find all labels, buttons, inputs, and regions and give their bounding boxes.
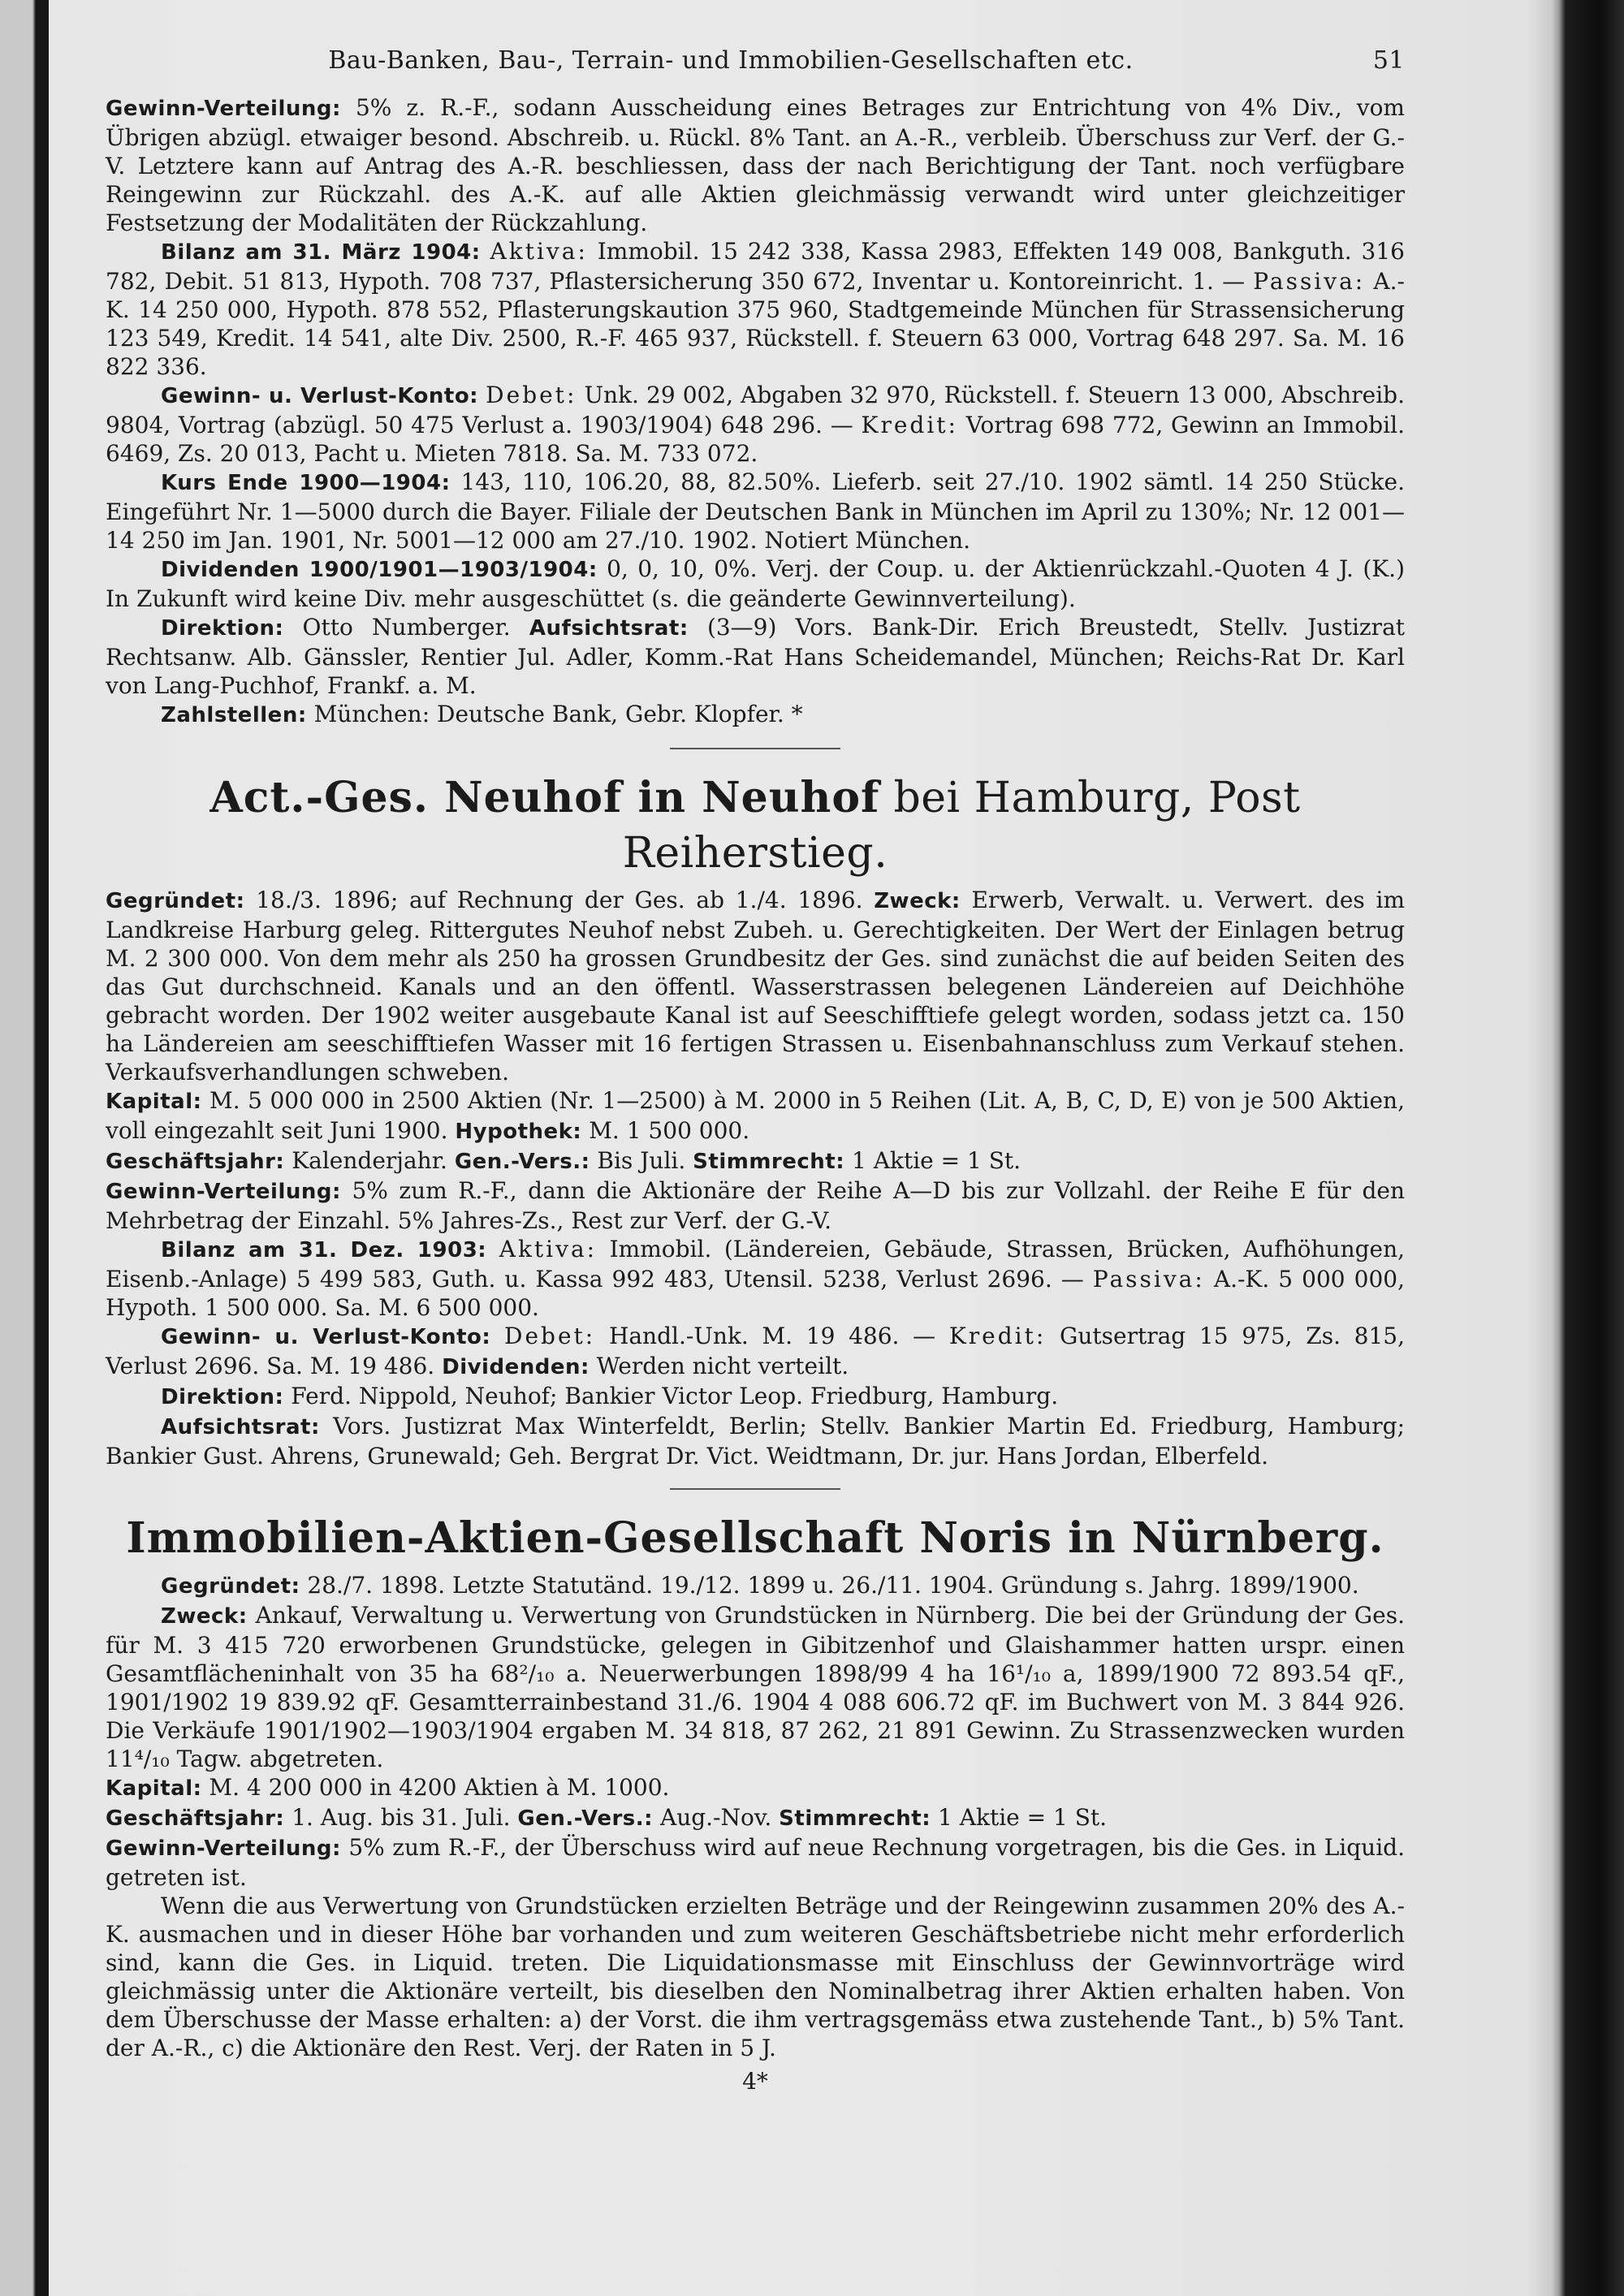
kredit-label: Kredit: (861, 412, 958, 438)
page-number: 51 (1372, 46, 1405, 75)
aktiva-label: Aktiva: (499, 1236, 598, 1262)
text: 143, 110, 106.20, 88, 82.50%. Lieferb. seit 27./10. 1902 sämtl. 14 250 Stücke. Eingeführt Nr. 1—5000 durch die Bayer. Filiale der Deutschen Bank in München im April zu 130%; Nr. 12 001—14 250 im Jan. 1901, Nr. 5001—12 000 am 27./10. 1902. Notiert München. (106, 468, 1405, 554)
text-hypothek: M. 1 500 000. (589, 1117, 750, 1144)
text: Ankauf, Verwaltung u. Verwertung von Grundstücken in Nürnberg. Die bei der Gründung der Ges. für M. 3 415 720 erworbenen Grundstücke, gelegen in Gibitzenhof und Glaishammer hatten urspr. einen Gesamtflächeninhalt von 35 ha 68²/₁₀ a. Neuerwerbungen 1898/99 4 ha 16¹/₁₀ a, 1899/1900 72 893.54 qF., 1901/1902 19 839.92 qF. Gesamtterrainbestand 31./6. 1904 4 088 606.72 qF. im Buchwert von M. 3 844 926. Die Verkäufe 1901/1902—1903/1904 ergaben M. 34 818, 87 262, 21 891 Gewinn. Zu Strassenzwecken wurden 11⁴/₁₀ Tagw. abgetreten. (106, 1602, 1405, 1772)
entry-direktion (106, 1382, 1405, 1412)
label: Gewinn- u. Verlust-Konto: (161, 384, 479, 408)
kredit-label: Kredit: (948, 1323, 1047, 1349)
section-neuhof (106, 770, 1405, 1470)
text-dividenden: Werden nicht verteilt. (596, 1353, 849, 1379)
left-page-edge (0, 0, 49, 2296)
text: 5% zum R.-F., der Überschuss wird auf neue Rechnung vorgetragen, bis die Ges. in Liquid. getreten ist. (106, 1834, 1405, 1891)
entry-dividenden (106, 555, 1405, 613)
entry-kurs (106, 468, 1405, 555)
title-bold: Immobilien-Aktien-Gesellschaft Noris in Nürnberg. (126, 1513, 1384, 1563)
label: Gewinn-Verteilung: (106, 1836, 341, 1861)
text: 1. Aug. bis 31. Juli. (292, 1804, 511, 1831)
entry-aufsichtsrat (106, 1412, 1405, 1470)
text: 5% z. R.-F., sodann Ausscheidung eines Betrages zur Entrichtung von 4% Div., vom Übrigen abzügl. etwaiger besond. Abschreib. u. Rückl. 8% Tant. an A.-R., verbleib. Überschuss zur Verf. der G.-V. Letztere kann auf Antrag des A.-R. beschliessen, dass der nach Berichtigung der Tant. noch verfügbare Reingewinn zur Rückzahl. des A.-K. auf alle Aktien gleichmässig verwandt wird unter gleichzeitiger Festsetzung der Modalitäten der Rückzahlung. (106, 94, 1405, 236)
entry-kapital (106, 1086, 1405, 1146)
entry-gewinn-verteilung (106, 93, 1405, 237)
label: Gewinn-Verteilung: (106, 97, 341, 121)
debet-label: Debet: (504, 1323, 596, 1349)
kredit-text: Gutsertrag 15 975, Zs. 815, Verlust 2696. Sa. M. 19 486. (106, 1323, 1406, 1379)
label: Bilanz am 31. Dez. 1903: (161, 1238, 487, 1262)
label: Geschäftsjahr: (106, 1806, 285, 1831)
label: Kurs Ende 1900—1904: (161, 471, 451, 495)
signature-mark: 4* (742, 2068, 768, 2095)
label: Gegründet: (106, 889, 245, 913)
passiva-text: A.-K. 14 250 000, Hypoth. 878 552, Pflasterungskaution 375 960, Stadtgemeinde München für Strassensicherung 123 549, Kredit. 14 541, alte Div. 2500, R.-F. 465 937, Rückstell. f. Steuern 63 000, Vortrag 648 297. Sa. M. 16 822 336. (106, 268, 1405, 380)
text: 28./7. 1898. Letzte Statutänd. 19./12. 1899 u. 26./11. 1904. Gründung s. Jahrg. 1899/1900. (307, 1572, 1359, 1599)
text: Otto Numberger. (302, 614, 511, 641)
debet-text: Unk. 29 002, Abgaben 32 970, Rückstell. f. Steuern 13 000, Abschreib. 9804, Vortrag (abzügl. 50 475 Verlust a. 1903/1904) 648 296. — (106, 382, 1405, 438)
divider-rule (670, 748, 840, 749)
debet-text: Handl.-Unk. M. 19 486. — (608, 1323, 936, 1349)
text: Vors. Justizrat Max Winterfeldt, Berlin; Stellv. Bankier Martin Ed. Friedburg, Hamburg; Bankier Gust. Ahrens, Grunewald; Geh. Bergrat Dr. Vict. Weidtmann, Dr. jur. Hans Jordan, Elberfeld. (106, 1413, 1405, 1470)
aktiva-label: Aktiva: (490, 238, 588, 265)
text-zweck: Erwerb, Verwalt. u. Verwert. des im Landkreise Harburg geleg. Rittergutes Neuhof nebst Zubeh. u. Gerechtigkeiten. Der Wert der Einlagen betrug M. 2 300 000. Von dem mehr als 250 ha grossen Grundbesitz der Ges. sind zunächst die auf beiden Seiten des das Gut durchschneid. Kanals und an den öffentl. Wasserstrassen belegenen Ländereien auf Deichhöhe gebracht worden. Der 1902 weiter ausgebaute Kanal ist auf Seeschifftiefe gelegt worden, sodass jetzt ca. 150 ha Ländereien am seeschifftiefen Wasser mit 16 fertigen Strassen u. Eisenbahnanschluss zum Verkauf stehen. Verkaufsverhandlungen schweben. (106, 887, 1406, 1085)
label-stimmrecht: Stimmrecht: (779, 1806, 931, 1831)
entry-zweck (106, 1601, 1405, 1773)
debet-label: Debet: (486, 382, 577, 408)
text: 5% zum R.-F., dann die Aktionäre der Reihe A—D bis zur Vollzahl. der Reihe E für den Mehrbetrag der Einzahl. 5% Jahres-Zs., Rest zur Verf. der G.-V. (106, 1177, 1405, 1234)
company-title (106, 1511, 1405, 1566)
label: Gewinn- u. Verlust-Konto: (161, 1325, 491, 1349)
label-dividenden: Dividenden: (442, 1355, 590, 1379)
title-plain: bei Hamburg, Post Reiherstieg. (622, 774, 1301, 878)
entry-zahlstellen (106, 700, 1405, 730)
passiva-label: Passiva: (1092, 1266, 1205, 1293)
text: 0, 0, 10, 0%. Verj. der Coup. u. der Aktienrückzahl.-Quoten 4 J. (K.) In Zukunft wird keine Div. mehr ausgeschüttet (s. die geänderte Gewinnverteilung). (106, 555, 1406, 612)
running-header (106, 45, 1405, 77)
text: M. 5 000 000 in 2500 Aktien (Nr. 1—2500) à M. 2000 in 5 Reihen (Lit. A, B, C, D, E) von je 500 Aktien, voll eingezahlt seit Juni 1900. (106, 1087, 1405, 1144)
text: M. 4 200 000 in 4200 Aktien à M. 1000. (209, 1774, 670, 1801)
entry-gewinn-verteilung (106, 1176, 1405, 1235)
divider-rule (670, 1488, 840, 1490)
label: Dividenden 1900/1901—1903/1904: (161, 558, 598, 582)
entry-direktion (106, 613, 1405, 700)
text-genvers: Bis Juli. (597, 1147, 686, 1174)
label-zweck: Zweck: (874, 889, 961, 913)
running-head: Bau-Banken, Bau-, Terrain- und Immobilien-Gesellschaften etc. (328, 46, 1134, 75)
text: 18./3. 1896; auf Rechnung der Ges. ab 1./4. 1896. (256, 887, 863, 913)
entry-guv (106, 381, 1405, 468)
label: Kapital: (106, 1090, 202, 1114)
passiva-text: A.-K. 5 000 000, Hypoth. 1 500 000. Sa. M. 6 500 000. (106, 1266, 1406, 1321)
label: Zweck: (161, 1604, 248, 1629)
right-page-edge (1551, 0, 1624, 2296)
text: München: Deutsche Bank, Gebr. Klopfer. * (313, 701, 803, 727)
section-noris (106, 1511, 1405, 2062)
entry-geschaeftsjahr (106, 1803, 1405, 1833)
label: Kapital: (106, 1776, 202, 1801)
text-aufsichtsrat: (3—9) Vors. Bank-Dir. Erich Breustedt, Stellv. Justizrat Rechtsanw. Alb. Gänssler, Rentier Jul. Adler, Komm.-Rat Hans Scheidemandel, München; Reichs-Rat Dr. Karl von Lang-Puchhof, Frankf. a. M. (106, 614, 1406, 699)
label: Bilanz am 31. März 1904: (161, 240, 481, 265)
kredit-text: Vortrag 698 772, Gewinn an Immobil. 6469, Zs. 20 013, Pacht u. Mieten 7818. Sa. M. 733 072. (106, 412, 1405, 467)
label-genvers: Gen.-Vers.: (517, 1806, 654, 1831)
text-stimmrecht: 1 Aktie = 1 St. (852, 1147, 1021, 1174)
text: Ferd. Nippold, Neuhof; Bankier Victor Leop. Friedburg, Hamburg. (291, 1383, 1059, 1409)
label-stimmrecht: Stimmrecht: (693, 1150, 845, 1174)
label: Direktion: (161, 616, 284, 641)
label: Gegründet: (161, 1574, 300, 1599)
entry-gegruendet (106, 1571, 1405, 1601)
label-genvers: Gen.-Vers.: (454, 1150, 590, 1174)
company-title (106, 770, 1405, 881)
entry-guv (106, 1322, 1405, 1382)
label: Zahlstellen: (161, 703, 307, 727)
title-bold: Act.-Ges. Neuhof in Neuhof (209, 773, 880, 822)
entry-gegruendet (106, 886, 1405, 1086)
label: Gewinn-Verteilung: (106, 1180, 341, 1204)
entry-kapital (106, 1773, 1405, 1803)
label-aufsichtsrat: Aufsichtsrat: (529, 616, 689, 641)
aktiva-text: Immobil. 15 242 338, Kassa 2983, Effekten 149 008, Bankguth. 316 782, Debit. 51 813, Hypoth. 708 737, Pflastersicherung 350 672, Inventar u. Kontoreinricht. 1. — (106, 238, 1405, 295)
passiva-label: Passiva: (1253, 268, 1366, 295)
label-hypothek: Hypothek: (455, 1120, 582, 1144)
page-content (106, 45, 1405, 2095)
liquidation-paragraph: Wenn die aus Verwertung von Grundstücken erzielten Beträge und der Reingewinn zusammen 20% des A.-K. ausmachen und in dieser Höhe bar vorhanden und zum weiteren Geschäftsbetriebe nicht mehr erforderlich sind, kann die Ges. in Liquid. treten. Die Liquidationsmasse mit Einschluss der Gewinnvorträge wird gleichmässig unter die Aktionäre verteilt, bis dieselben den Nominalbetrag ihrer Aktien erhalten haben. Von dem Überschusse der Masse erhalten: a) der Vorst. die ihm vertragsgemäss etwa zustehende Tant., b) 5% Tant. der A.-R., c) die Aktionäre den Rest. Verj. der Raten in 5 J. (106, 1892, 1405, 2061)
entry-gewinn-verteilung (106, 1833, 1405, 1892)
entry-bilanz (106, 1235, 1405, 1322)
label: Direktion: (161, 1385, 284, 1409)
entry-geschaeftsjahr (106, 1146, 1405, 1176)
section-prev-company (106, 93, 1405, 730)
label: Geschäftsjahr: (106, 1150, 285, 1174)
text-genvers: Aug.-Nov. (659, 1804, 772, 1831)
label: Aufsichtsrat: (161, 1415, 320, 1439)
text-stimmrecht: 1 Aktie = 1 St. (938, 1804, 1108, 1831)
text: Kalenderjahr. (292, 1147, 447, 1174)
entry-bilanz (106, 237, 1405, 381)
aktiva-text: Immobil. (Ländereien, Gebäude, Strassen, Brücken, Aufhöhungen, Eisenb.-Anlage) 5 499 583, Guth. u. Kassa 992 483, Utensil. 5238, Verlust 2696. — (106, 1236, 1406, 1293)
